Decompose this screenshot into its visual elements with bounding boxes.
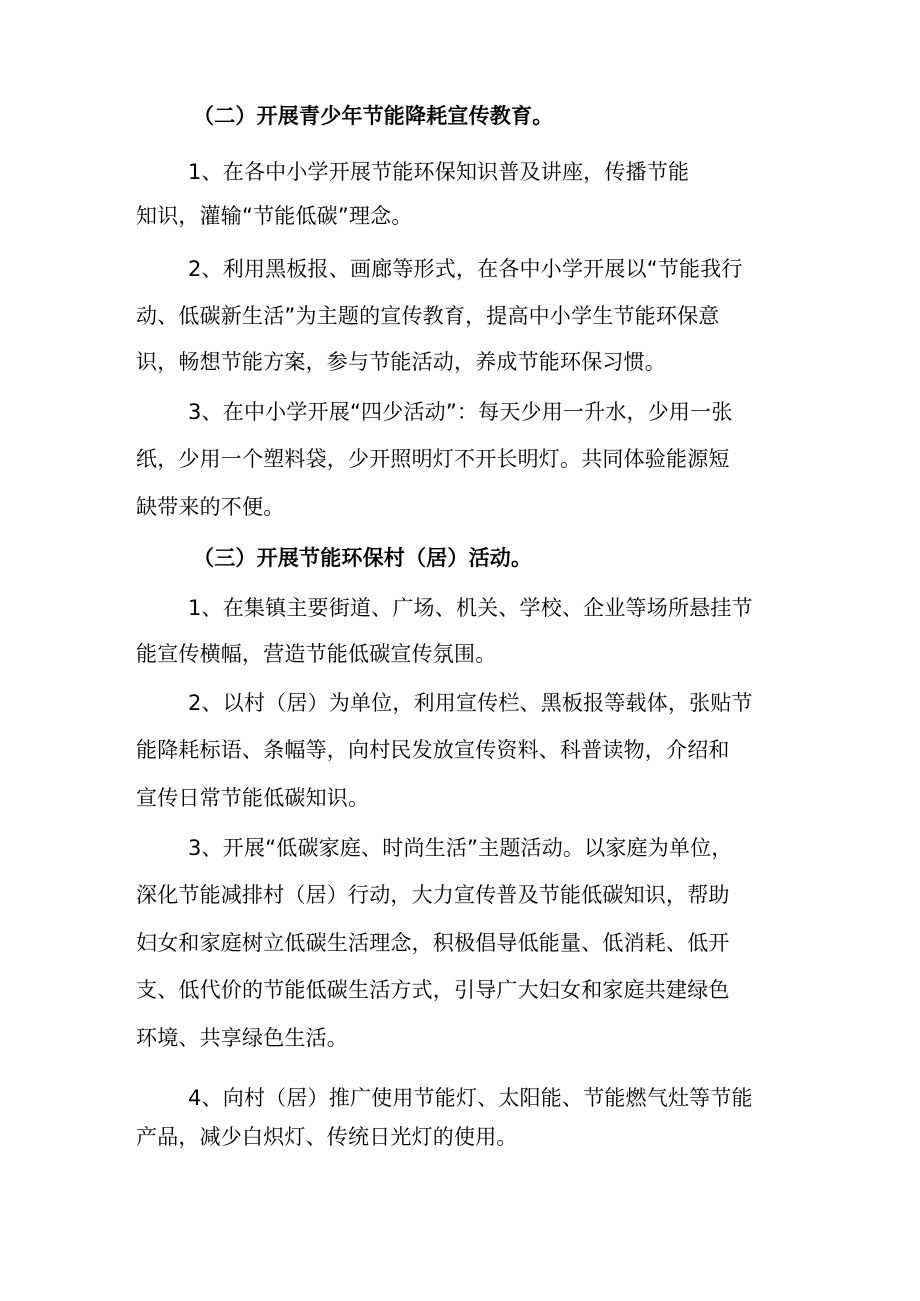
s2-item2-line3: 识，畅想节能方案，参与节能活动，养成节能环保习惯。 bbox=[136, 350, 666, 374]
s3-item3-line1: 3、开展“低碳家庭、时尚生活”主题活动。以家庭为单位， bbox=[188, 836, 733, 860]
s2-item1-line1: 1、在各中小学开展节能环保知识普及讲座，传播节能 bbox=[188, 160, 690, 184]
s2-item3-line2: 纸，少用一个塑料袋，少开照明灯不开长明灯。共同体验能源短 bbox=[136, 447, 730, 471]
s3-item3-line3: 妇女和家庭树立低碳生活理念，积极倡导低能量、低消耗、低开 bbox=[136, 931, 730, 955]
s3-item2-line1: 2、以村（居）为单位，利用宣传栏、黑板报等载体，张贴节 bbox=[188, 691, 753, 715]
s2-item3-line3: 缺带来的不便。 bbox=[136, 495, 285, 519]
s3-item1-line1: 1、在集镇主要街道、广场、机关、学校、企业等场所悬挂节 bbox=[188, 596, 753, 620]
s2-item2-line2: 动、低碳新生活”为主题的宣传教育，提高中小学生节能环保意 bbox=[136, 304, 720, 328]
s3-item2-line3: 宣传日常节能低碳知识。 bbox=[136, 786, 370, 810]
section-3-heading: （三）开展节能环保村（居）活动。 bbox=[193, 546, 533, 570]
s2-item1-line2: 知识，灌输“节能低碳”理念。 bbox=[136, 204, 413, 228]
s3-item3-line5: 环境、共享绿色生活。 bbox=[136, 1026, 348, 1050]
s3-item2-line2: 能降耗标语、条幅等，向村民发放宣传资料、科普读物，介绍和 bbox=[136, 738, 730, 762]
section-2-heading: （二）开展青少年节能降耗宣传教育。 bbox=[193, 104, 554, 128]
s3-item4-line1: 4、向村（居）推广使用节能灯、太阳能、节能燃气灶等节能 bbox=[188, 1086, 753, 1110]
s3-item3-line2: 深化节能减排村（居）行动，大力宣传普及节能低碳知识，帮助 bbox=[136, 883, 730, 907]
s3-item4-line2: 产品，减少白炽灯、传统日光灯的使用。 bbox=[136, 1125, 518, 1149]
s3-item3-line4: 支、低代价的节能低碳生活方式，引导广大妇女和家庭共建绿色 bbox=[136, 978, 730, 1002]
s2-item3-line1: 3、在中小学开展“四少活动”：每天少用一升水，少用一张 bbox=[188, 400, 733, 424]
s3-item1-line2: 能宣传横幅，营造节能低碳宣传氛围。 bbox=[136, 642, 497, 666]
s2-item2-line1: 2、利用黑板报、画廊等形式，在各中小学开展以“节能我行 bbox=[188, 257, 743, 281]
